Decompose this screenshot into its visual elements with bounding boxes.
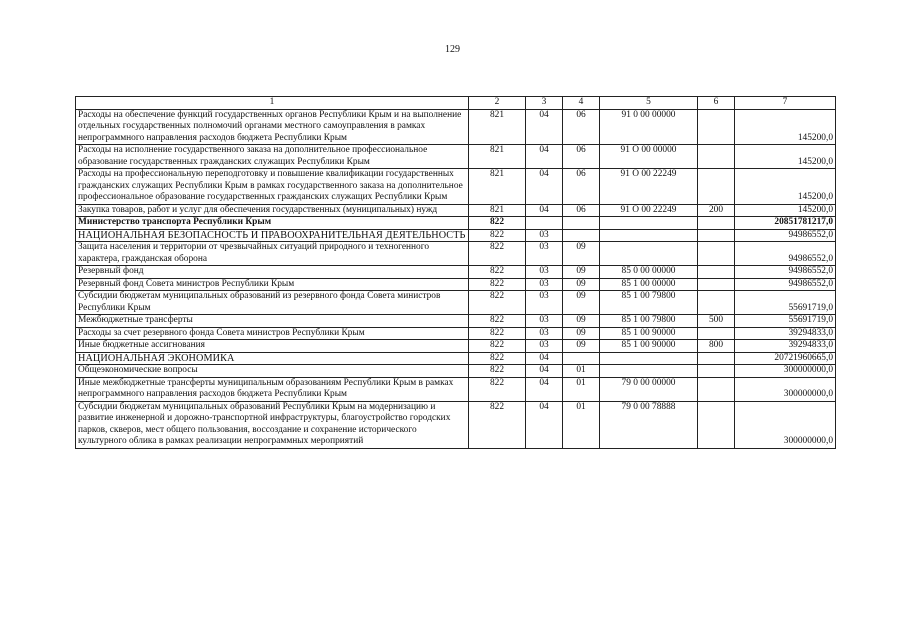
row-target-article: [600, 229, 698, 242]
row-subsection-code: 06: [563, 145, 600, 169]
row-amount: 300000000,0: [735, 377, 836, 401]
row-ministry-code: 822: [469, 365, 526, 378]
table-row: [76, 291, 836, 315]
row-ministry-code: 822: [469, 340, 526, 353]
table-row: [76, 266, 836, 279]
table-row: [76, 315, 836, 328]
row-ministry-code: 822: [469, 242, 526, 266]
table-row: [76, 217, 836, 230]
row-ministry-code: 822: [469, 377, 526, 401]
row-description: Закупка товаров, работ и услуг для обеспечения государственных (муниципальных) нужд: [76, 204, 469, 217]
column-header-2: 2: [469, 97, 526, 110]
row-subsection-code: 06: [563, 109, 600, 145]
row-amount: 94986552,0: [735, 242, 836, 266]
row-amount: 20721960665,0: [735, 352, 836, 365]
column-header-3: 3: [526, 97, 563, 110]
row-section-code: 03: [526, 291, 563, 315]
row-target-article: 85 0 00 00000: [600, 266, 698, 279]
row-ministry-code: 822: [469, 291, 526, 315]
table-row: [76, 145, 836, 169]
row-subsection-code: [563, 352, 600, 365]
row-target-article: 85 1 00 90000: [600, 340, 698, 353]
row-section-code: 04: [526, 109, 563, 145]
column-header-5: 5: [600, 97, 698, 110]
row-description: НАЦИОНАЛЬНАЯ БЕЗОПАСНОСТЬ И ПРАВООХРАНИТЕЛЬНАЯ ДЕЯТЕЛЬНОСТЬ: [76, 229, 469, 242]
row-description: Общеэкономические вопросы: [76, 365, 469, 378]
row-ministry-code: 821: [469, 145, 526, 169]
row-ministry-code: 822: [469, 315, 526, 328]
row-subsection-code: 01: [563, 365, 600, 378]
row-section-code: 04: [526, 377, 563, 401]
row-ministry-code: 822: [469, 401, 526, 448]
row-section-code: 03: [526, 327, 563, 340]
row-section-code: 03: [526, 266, 563, 279]
row-amount: 55691719,0: [735, 291, 836, 315]
row-subsection-code: 09: [563, 266, 600, 279]
row-expense-type: 500: [698, 315, 735, 328]
row-ministry-code: 822: [469, 229, 526, 242]
row-section-code: 04: [526, 352, 563, 365]
row-section-code: 04: [526, 169, 563, 205]
row-description: Резервный фонд Совета министров Республики Крым: [76, 278, 469, 291]
table-row: [76, 278, 836, 291]
row-description: Межбюджетные трансферты: [76, 315, 469, 328]
row-expense-type: [698, 109, 735, 145]
row-section-code: [526, 217, 563, 230]
row-expense-type: [698, 169, 735, 205]
table-row: [76, 401, 836, 448]
row-subsection-code: 06: [563, 169, 600, 205]
row-expense-type: [698, 217, 735, 230]
row-expense-type: [698, 266, 735, 279]
row-target-article: 85 1 00 79800: [600, 315, 698, 328]
row-target-article: 85 1 00 00000: [600, 278, 698, 291]
column-number-row: [76, 97, 836, 110]
row-subsection-code: 09: [563, 291, 600, 315]
column-header-6: 6: [698, 97, 735, 110]
row-description: Расходы на исполнение государственного заказа на дополнительное профессиональное образование государственных гражданских служащих Республики Крым: [76, 145, 469, 169]
column-header-1: 1: [76, 97, 469, 110]
row-expense-type: [698, 229, 735, 242]
column-header-4: 4: [563, 97, 600, 110]
row-amount: 145200,0: [735, 145, 836, 169]
row-subsection-code: 09: [563, 278, 600, 291]
row-target-article: 79 0 00 00000: [600, 377, 698, 401]
table-row: [76, 365, 836, 378]
row-section-code: 04: [526, 401, 563, 448]
row-target-article: 91 О 00 00000: [600, 145, 698, 169]
row-amount: 145200,0: [735, 169, 836, 205]
row-target-article: 85 1 00 90000: [600, 327, 698, 340]
row-amount: 145200,0: [735, 109, 836, 145]
row-amount: 94986552,0: [735, 278, 836, 291]
row-amount: 20851781217,0: [735, 217, 836, 230]
row-expense-type: [698, 291, 735, 315]
row-expense-type: [698, 242, 735, 266]
row-expense-type: [698, 327, 735, 340]
row-description: Расходы на профессиональную переподготовку и повышение квалификации государственных гражданских служащих Республики Крым в рамках государственного заказа на дополнительное профессиональное образование государственных гражданских служащих Республики Крым: [76, 169, 469, 205]
row-amount: 55691719,0: [735, 315, 836, 328]
row-target-article: 91 0 00 00000: [600, 109, 698, 145]
row-section-code: 03: [526, 229, 563, 242]
row-section-code: 03: [526, 315, 563, 328]
row-section-code: 04: [526, 145, 563, 169]
row-target-article: 91 О 00 22249: [600, 169, 698, 205]
column-header-7: 7: [735, 97, 836, 110]
row-target-article: [600, 365, 698, 378]
budget-table: [75, 96, 836, 449]
row-ministry-code: 822: [469, 278, 526, 291]
row-target-article: [600, 352, 698, 365]
row-description: Защита населения и территории от чрезвычайных ситуаций природного и техногенного характера, гражданская оборона: [76, 242, 469, 266]
row-ministry-code: 821: [469, 169, 526, 205]
table-row: [76, 169, 836, 205]
row-subsection-code: 09: [563, 340, 600, 353]
row-ministry-code: 822: [469, 352, 526, 365]
row-ministry-code: 822: [469, 327, 526, 340]
row-subsection-code: 09: [563, 315, 600, 328]
row-amount: 39294833,0: [735, 327, 836, 340]
row-expense-type: [698, 278, 735, 291]
row-description: Иные межбюджетные трансферты муниципальным образованиям Республики Крым в рамках непрограммного направления расходов бюджета Республики Крым: [76, 377, 469, 401]
row-description: Резервный фонд: [76, 266, 469, 279]
row-expense-type: [698, 145, 735, 169]
row-expense-type: 200: [698, 204, 735, 217]
row-section-code: 03: [526, 242, 563, 266]
row-ministry-code: 821: [469, 109, 526, 145]
row-target-article: [600, 242, 698, 266]
table-row: [76, 242, 836, 266]
row-section-code: 03: [526, 278, 563, 291]
row-ministry-code: 821: [469, 204, 526, 217]
row-expense-type: [698, 401, 735, 448]
row-target-article: 85 1 00 79800: [600, 291, 698, 315]
table-row: [76, 229, 836, 242]
row-ministry-code: 822: [469, 266, 526, 279]
row-expense-type: 800: [698, 340, 735, 353]
row-description: Министерство транспорта Республики Крым: [76, 217, 469, 230]
row-target-article: 79 0 00 78888: [600, 401, 698, 448]
row-subsection-code: 01: [563, 377, 600, 401]
table-row: [76, 340, 836, 353]
table-row: [76, 352, 836, 365]
row-subsection-code: [563, 217, 600, 230]
page-number: 129: [445, 44, 460, 55]
table-row: [76, 204, 836, 217]
row-subsection-code: 09: [563, 242, 600, 266]
row-ministry-code: 822: [469, 217, 526, 230]
table-row: [76, 327, 836, 340]
row-description: Расходы на обеспечение функций государственных органов Республики Крым и на выполнение отдельных государственных полномочий органами местного самоуправления в рамках непрограммного направления расходов бюджета Республики Крым: [76, 109, 469, 145]
table-row: [76, 377, 836, 401]
row-target-article: 91 О 00 22249: [600, 204, 698, 217]
row-description: Субсидии бюджетам муниципальных образований из резервного фонда Совета министров Республики Крым: [76, 291, 469, 315]
row-subsection-code: 09: [563, 327, 600, 340]
row-amount: 94986552,0: [735, 229, 836, 242]
row-target-article: [600, 217, 698, 230]
row-section-code: 04: [526, 204, 563, 217]
row-subsection-code: [563, 229, 600, 242]
row-section-code: 03: [526, 340, 563, 353]
row-subsection-code: 06: [563, 204, 600, 217]
budget-table-body: [76, 97, 836, 449]
row-expense-type: [698, 365, 735, 378]
row-description: Иные бюджетные ассигнования: [76, 340, 469, 353]
row-description: Расходы за счет резервного фонда Совета министров Республики Крым: [76, 327, 469, 340]
row-amount: 300000000,0: [735, 401, 836, 448]
row-description: НАЦИОНАЛЬНАЯ ЭКОНОМИКА: [76, 352, 469, 365]
row-amount: 94986552,0: [735, 266, 836, 279]
row-description: Субсидии бюджетам муниципальных образований Республики Крым на модернизацию и развитие инженерной и дорожно-транспортной инфраструктуры, благоустройство городских парков, скверов, мест общего пользования, воссоздание и сохранение исторического культурного облика в рамках реализации непрограммных мероприятий: [76, 401, 469, 448]
row-amount: 300000000,0: [735, 365, 836, 378]
row-section-code: 04: [526, 365, 563, 378]
row-amount: 145200,0: [735, 204, 836, 217]
row-subsection-code: 01: [563, 401, 600, 448]
row-amount: 39294833,0: [735, 340, 836, 353]
row-expense-type: [698, 377, 735, 401]
table-row: [76, 109, 836, 145]
row-expense-type: [698, 352, 735, 365]
